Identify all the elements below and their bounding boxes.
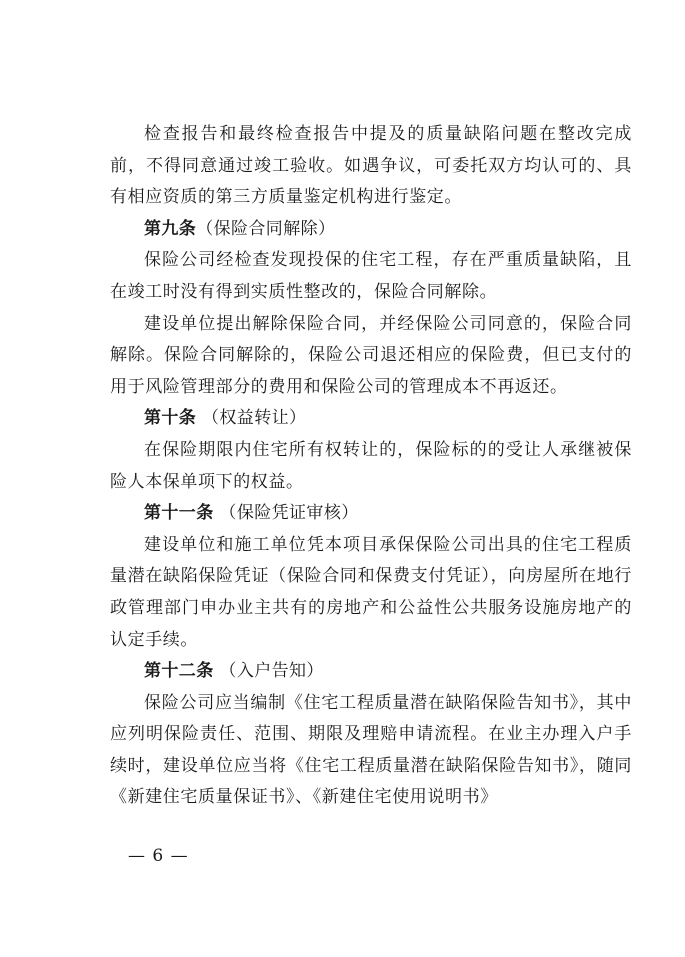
article-12-title: （入户告知） bbox=[213, 661, 324, 682]
paragraph-contract-termination-defect: 保险公司经检查发现投保的住宅工程，存在严重质量缺陷，且在竣工时没有得到实质性整改的，保险合同解除。 bbox=[110, 250, 632, 302]
paragraph-insurance-certificate: 建设单位和施工单位凭本项目承保保险公司出具的住宅工程质量潜在缺陷保险凭证（保险合同和保费支付凭证），向房屋所在地行政管理部门申办业主共有的房地产和公益性公共服务设施房地产的认定手续。 bbox=[110, 534, 632, 650]
article-11-title: （保险凭证审核） bbox=[213, 503, 359, 524]
article-11-label: 第十一条 bbox=[144, 503, 214, 524]
article-10-label: 第十条 bbox=[144, 408, 197, 429]
article-12-label: 第十二条 bbox=[144, 661, 214, 682]
paragraph-rights-transfer: 在保险期限内住宅所有权转让的，保险标的的受让人承继被保险人本保单项下的权益。 bbox=[110, 439, 632, 492]
article-12-heading bbox=[110, 656, 632, 688]
article-10-heading bbox=[110, 403, 632, 435]
article-9-title: （保险合同解除） bbox=[196, 218, 336, 239]
article-11-heading bbox=[110, 498, 632, 530]
page-number: — 6 — bbox=[128, 846, 189, 866]
article-9-label: 第九条 bbox=[144, 218, 197, 239]
article-10-title: （权益转让） bbox=[196, 408, 307, 429]
article-9-heading bbox=[110, 214, 632, 246]
paragraph-move-in-notice: 保险公司应当编制《住宅工程质量潜在缺陷保险告知书》，其中应列明保险责任、范围、期限及理赔申请流程。在业主办理入户手续时，建设单位应当将《住宅工程质量潜在缺陷保险告知书》，随同《新建住宅质量保证书》、《新建住宅使用说明书》 bbox=[110, 692, 632, 808]
paragraph-contract-termination-request: 建设单位提出解除保险合同，并经保险公司同意的，保险合同解除。保险合同解除的，保险公司退还相应的保险费，但已支付的用于风险管理部分的费用和保险公司的管理成本不再返还。 bbox=[110, 313, 632, 397]
document-body bbox=[110, 119, 632, 814]
paragraph-inspection-report: 检查报告和最终检查报告中提及的质量缺陷问题在整改完成前，不得同意通过竣工验收。如遇争议，可委托双方均认可的、具有相应资质的第三方质量鉴定机构进行鉴定。 bbox=[110, 124, 632, 208]
